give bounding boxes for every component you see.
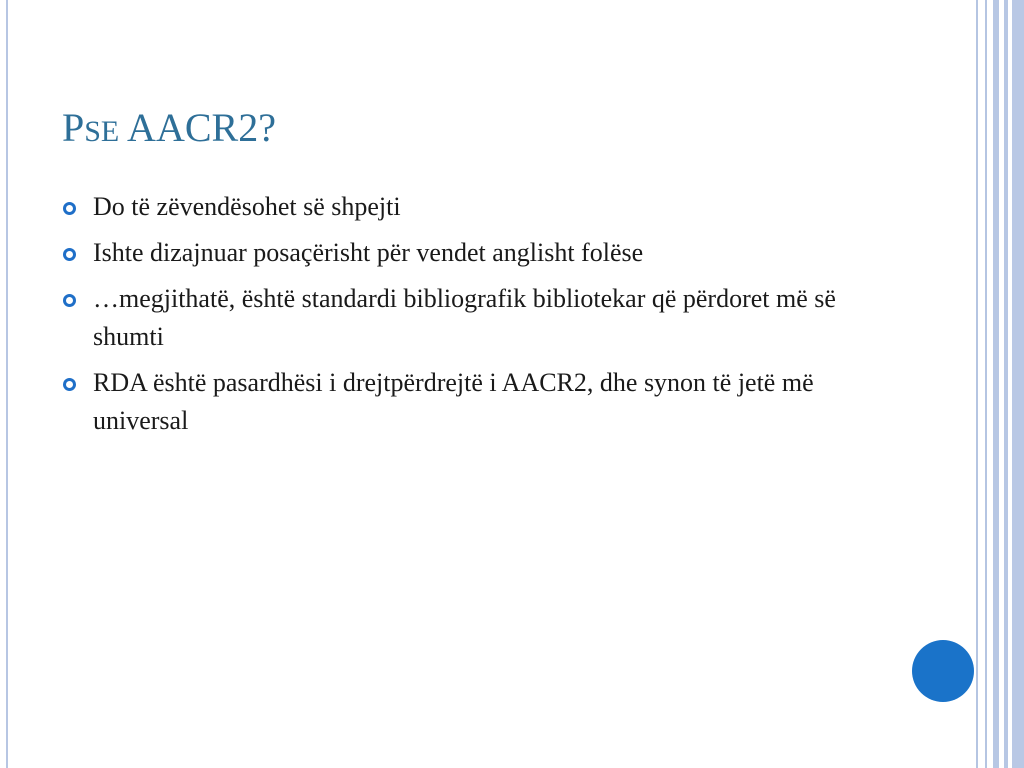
bullet-item [62, 234, 862, 272]
title-suffix: AACR2? [119, 105, 276, 150]
ring-bullet-icon [63, 378, 76, 391]
blue-circle-icon [912, 640, 974, 702]
ring-bullet-icon [63, 202, 76, 215]
bullet-text: Ishte dizajnuar posaçërisht për vendet anglisht folëse [93, 238, 644, 267]
slide-title [62, 104, 276, 156]
bullet-item [62, 280, 862, 356]
title-first-letter: P [62, 105, 85, 150]
bullet-item [62, 364, 862, 440]
bullet-list [62, 188, 862, 448]
bullet-text: RDA është pasardhësi i drejtpërdrejtë i AACR2, dhe synon të jetë më universal [93, 368, 814, 435]
right-decorative-stripe [985, 0, 987, 768]
title-small-caps: SE [84, 115, 120, 148]
right-decorative-stripe [976, 0, 978, 768]
ring-bullet-icon [63, 294, 76, 307]
bullet-item [62, 188, 862, 226]
right-decorative-stripe [1004, 0, 1008, 768]
bullet-text: Do të zëvendësohet së shpejti [93, 192, 401, 221]
bullet-text: …megjithatë, është standardi bibliografik bibliotekar që përdoret më së shumti [93, 284, 836, 351]
ring-bullet-icon [63, 248, 76, 261]
right-decorative-stripe [993, 0, 999, 768]
right-decorative-stripe [1012, 0, 1024, 768]
left-border-line [6, 0, 8, 768]
